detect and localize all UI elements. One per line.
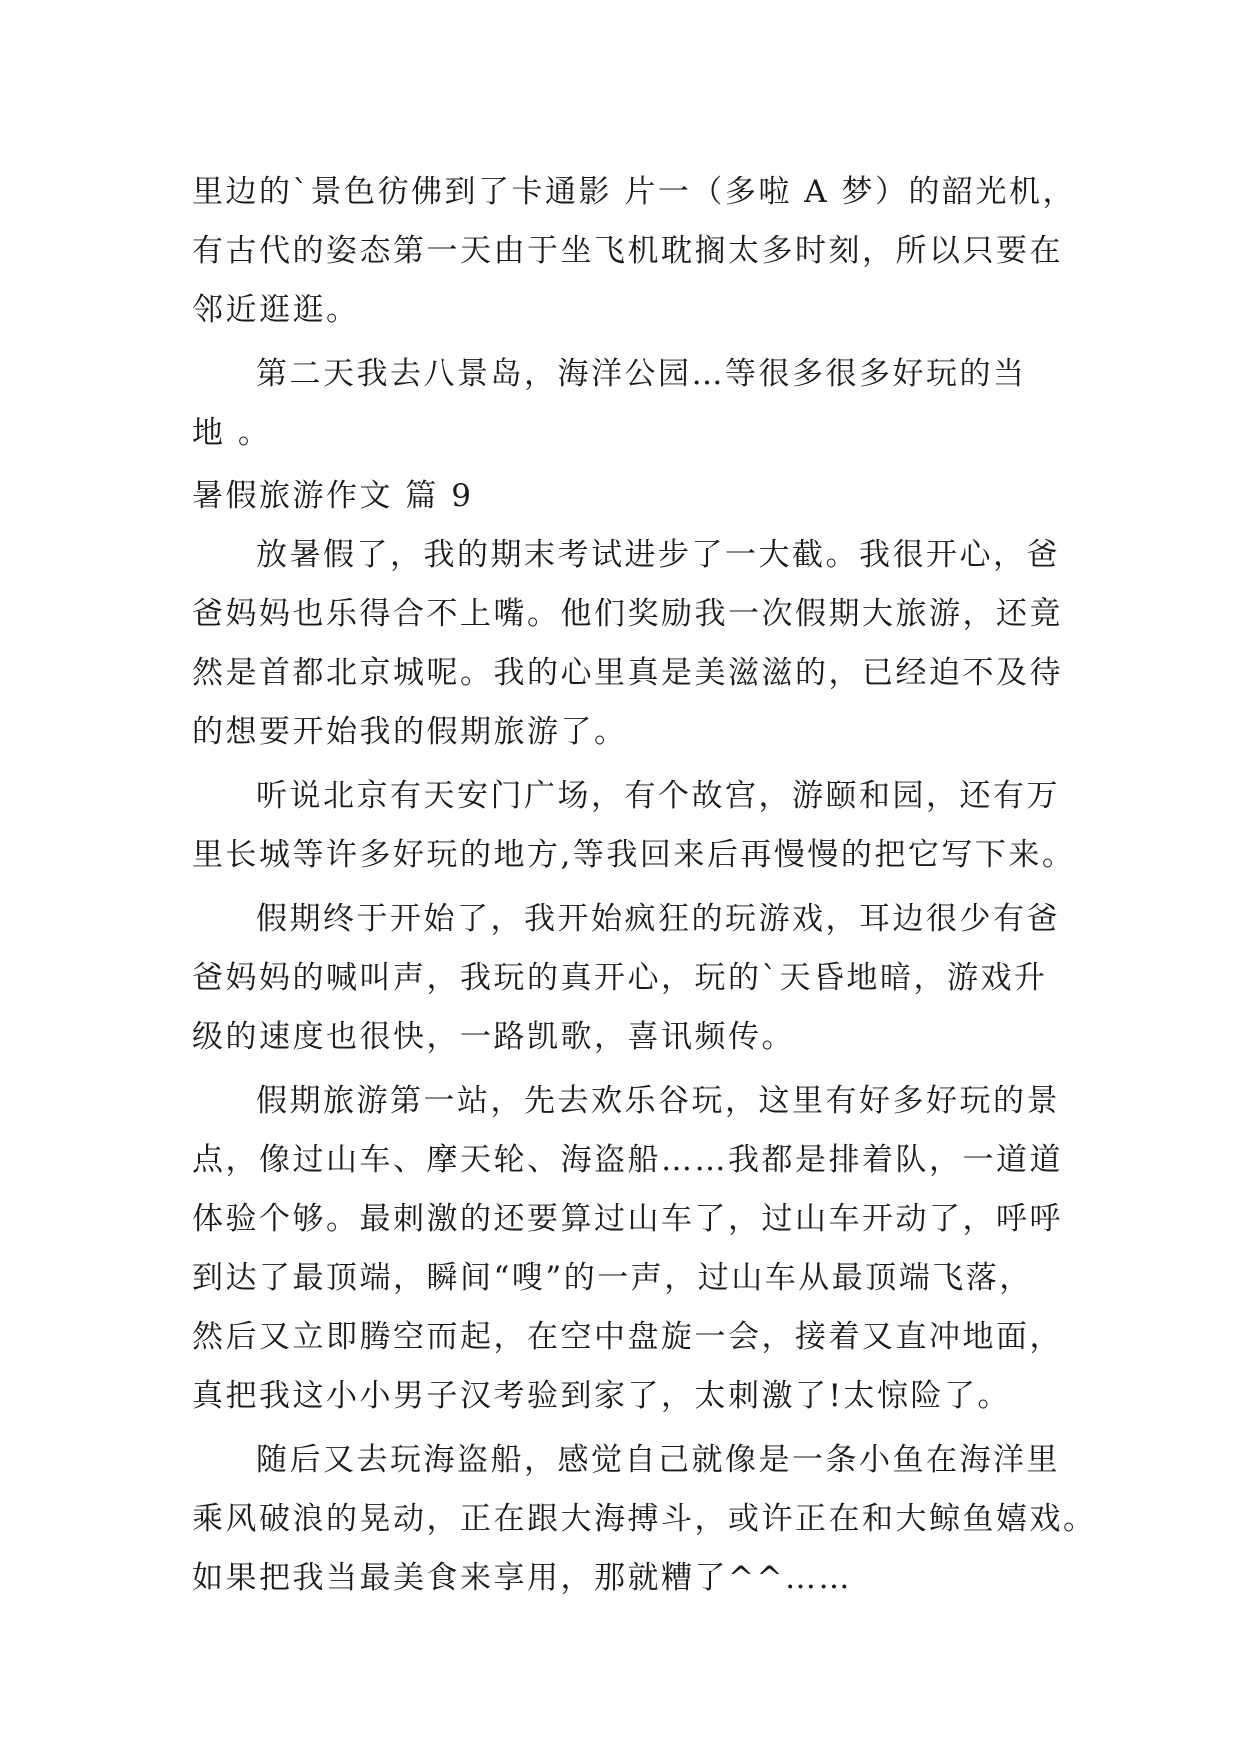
section-heading: 暑假旅游作文 篇 9 [192, 478, 474, 514]
paragraph [192, 1430, 1097, 1607]
text-line: 级的速度也很快，一路凯歌，喜讯频传。 [192, 1019, 795, 1055]
text-line: 点，像过山车、摩天轮、海盗船……我都是排着队，一道道 [192, 1142, 1063, 1178]
text-line: 邻近逛逛。 [192, 292, 360, 328]
paragraph [192, 344, 1062, 462]
text-line: 假期终于开始了，我开始疯狂的玩游戏，耳边很少有爸 [256, 901, 1060, 937]
text-line: 的想要开始我的假期旅游了。 [192, 714, 628, 750]
document-body [192, 162, 1097, 1612]
text-line: 放暑假了，我的期末考试进步了一大截。我很开心，爸 [256, 537, 1060, 573]
paragraph [192, 525, 1062, 761]
text-line: 里长城等许多好玩的地方,等我回来后再慢慢的把它写下来。 [192, 837, 1076, 873]
text-line: 然是首都北京城呢。我的心里真是美滋滋的，已经迫不及待 [192, 655, 1063, 691]
paragraph-continued [192, 162, 1076, 339]
paragraph [192, 1071, 1062, 1425]
text-line: 然后又立即腾空而起，在空中盘旋一会，接着又直冲地面， [192, 1319, 1063, 1355]
text-line: 真把我这小小男子汉考验到家了，太刺激了!太惊险了。 [192, 1378, 1011, 1414]
text-line: 假期旅游第一站，先去欢乐谷玩，这里有好多好玩的景 [256, 1083, 1060, 1119]
text-line: 里边的`景色彷佛到了卡通影 片一（多啦 A 梦）的韶光机， [192, 174, 1076, 210]
text-line: 爸妈妈也乐得合不上嘴。他们奖励我一次假期大旅游，还竟 [192, 596, 1063, 632]
text-line: 乘风破浪的晃动，正在跟大海搏斗，或许正在和大鲸鱼嬉戏。 [192, 1501, 1097, 1537]
text-line: 到达了最顶端，瞬间“嗖”的一声，过山车从最顶端飞落， [192, 1260, 1033, 1296]
text-line: 如果把我当最美食来享用，那就糟了^^…… [192, 1560, 852, 1596]
text-line: 有古代的姿态第一天由于坐飞机耽搁太多时刻，所以只要在 [192, 233, 1063, 269]
paragraph [192, 766, 1076, 884]
text-line: 爸妈妈的喊叫声，我玩的真开心，玩的`天昏地暗，游戏升 [192, 960, 1048, 996]
text-line: 地 。 [192, 415, 272, 451]
text-line: 体验个够。最刺激的还要算过山车了，过山车开动了，呼呼 [192, 1201, 1063, 1237]
paragraph [192, 889, 1062, 1066]
text-line: 随后又去玩海盗船，感觉自己就像是一条小鱼在海洋里 [256, 1442, 1060, 1478]
text-line: 第二天我去八景岛，海洋公园…等很多很多好玩的当 [256, 356, 1027, 392]
text-line: 听说北京有天安门广场，有个故宫，游颐和园，还有万 [256, 778, 1060, 814]
